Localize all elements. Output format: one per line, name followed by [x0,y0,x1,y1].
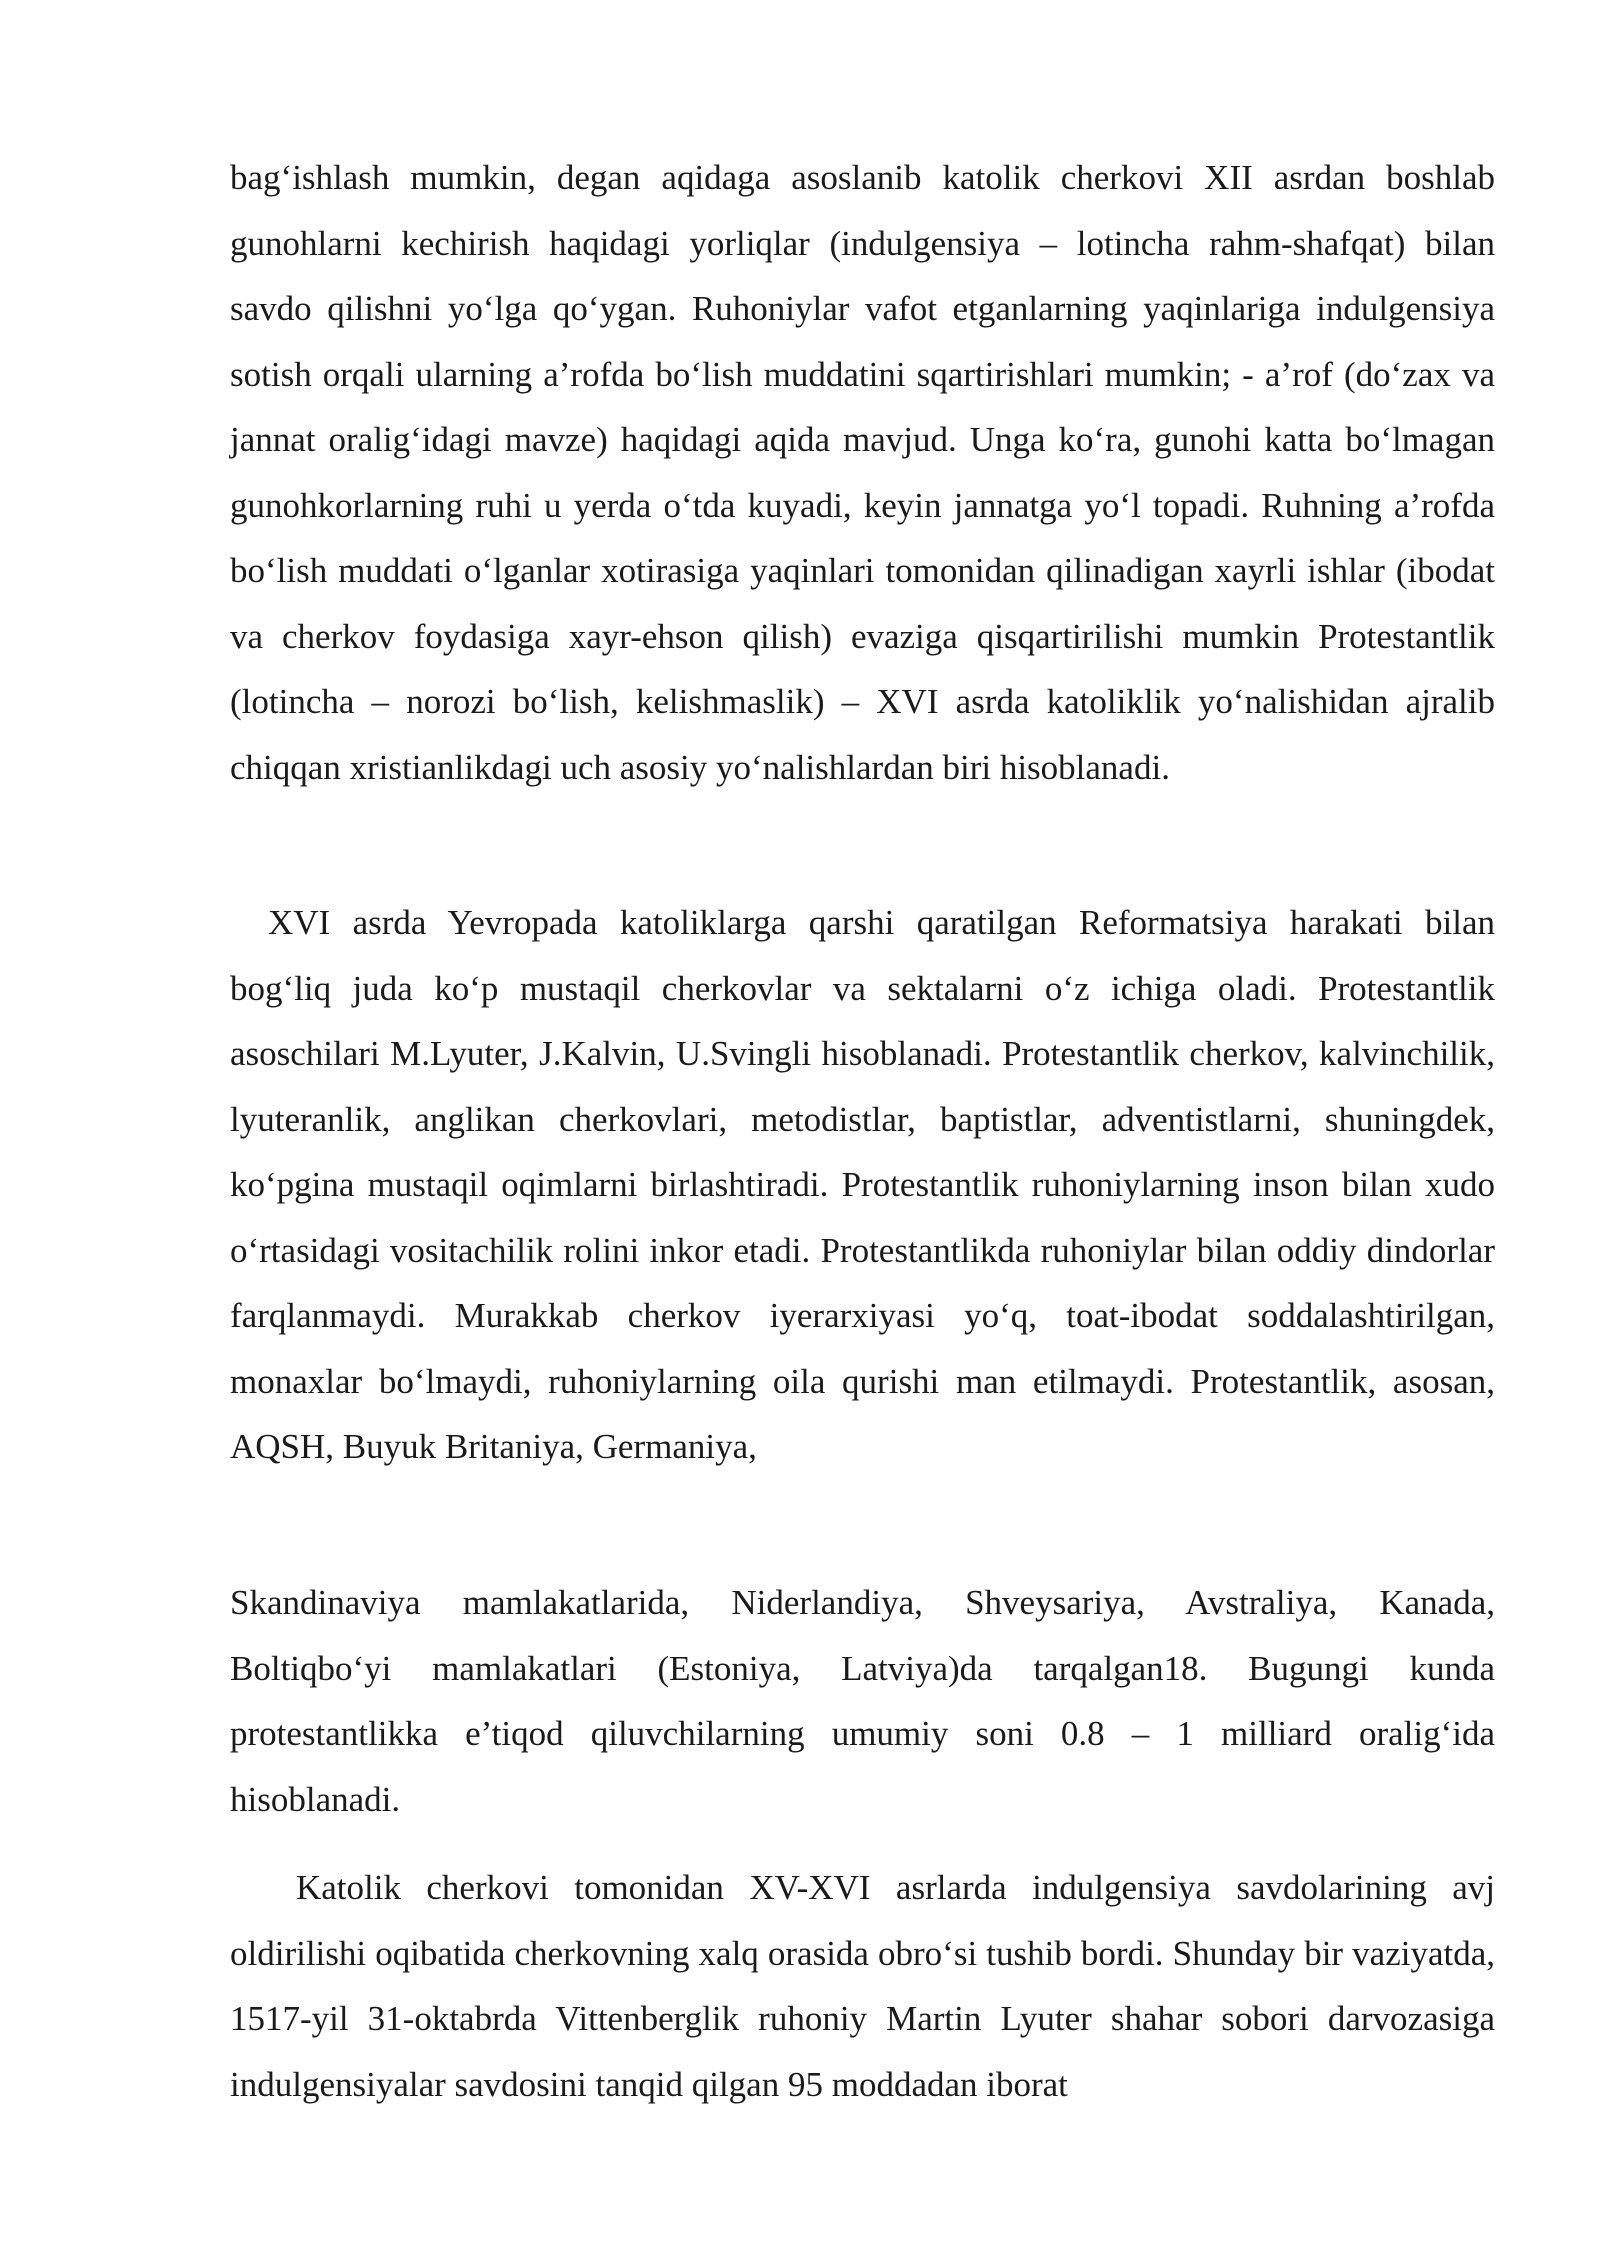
paragraph-distribution: Skandinaviya mamlakatlarida, Niderlandiya, Shveysariya, Avstraliya, Kanada, Boltiqbo‘yi mamlakatlari (Estoniya, Latviya)da tarqalgan18. Bugungi kunda protestantlikka e’tiqod qiluvchilarning umumiy soni 0.8 – 1 milliard oralig‘ida hisoblanadi. [230,1583,1495,1819]
paragraph-protestantism: XVI asrda Yevropada katoliklarga qarshi qaratilgan Reformatsiya harakati bilan bog‘liq juda ko‘p mustaqil cherkovlar va sektalarni o‘z ichiga oladi. Protestantlik asoschilari M.Lyuter, J.Kalvin, U.Svingli hisoblanadi. Protestantlik cherkov, kalvinchilik, lyuteranlik, anglikan cherkovlari, metodistlar, baptistlar, adventistlarni, shuningdek, ko‘pgina mustaqil oqimlarni birlashtiradi. Protestantlik ruhoniylarning inson bilan xudo o‘rtasidagi vositachilik rolini inkor etadi. Protestantlikda ruhoniylar bilan oddiy dindorlar farqlanmaydi. Murakkab cherkov iyerarxiyasi yo‘q, toat-ibodat soddalashtirilgan, monaxlar bo‘lmaydi, ruhoniylarning oila qurishi man etilmaydi. Protestantlik, asosan, AQSH, Buyuk Britaniya, Germaniya, [230,903,1495,1466]
paragraph-luther: Katolik cherkovi tomonidan XV-XVI asrlarda indulgensiya savdolarining avj oldirilishi oqibatida cherkovning xalq orasida obro‘si tushib bordi. Shunday bir vaziyatda, 1517-yil 31-oktabrda Vittenberglik ruhoniy Martin Lyuter shahar sobori darvozasiga indulgensiyalar savdosini tanqid qilgan 95 moddadan iborat [230,1868,1495,2104]
paragraph-indulgence: bag‘ishlash mumkin, degan aqidaga asoslanib katolik cherkovi XII asrdan boshlab gunohlarni kechirish haqidagi yorliqlar (indulgensiya – lotincha rahm-shafqat) bilan savdo qilishni yo‘lga qo‘ygan. Ruhoniylar vafot etganlarning yaqinlariga indulgensiya sotish orqali ularning a’rofda bo‘lish muddatini sqartirishlari mumkin; - a’rof (do‘zax va jannat oralig‘idagi mavze) haqidagi aqida mavjud. Unga ko‘ra, gunohi katta bo‘lmagan gunohkorlarning ruhi u yerda o‘tda kuyadi, keyin jannatga yo‘l topadi. Ruhning a’rofda bo‘lish muddati o‘lganlar xotirasiga yaqinlari tomonidan qilinadigan xayrli ishlar (ibodat va cherkov foydasiga xayr-ehson qilish) evaziga qisqartirilishi mumkin Protestantlik (lotincha – norozi bo‘lish, kelishmaslik) – XVI asrda katoliklik yo‘nalishidan ajralib chiqqan xristianlikdagi uch asosiy yo‘nalishlardan biri hisoblanadi. [230,158,1495,787]
